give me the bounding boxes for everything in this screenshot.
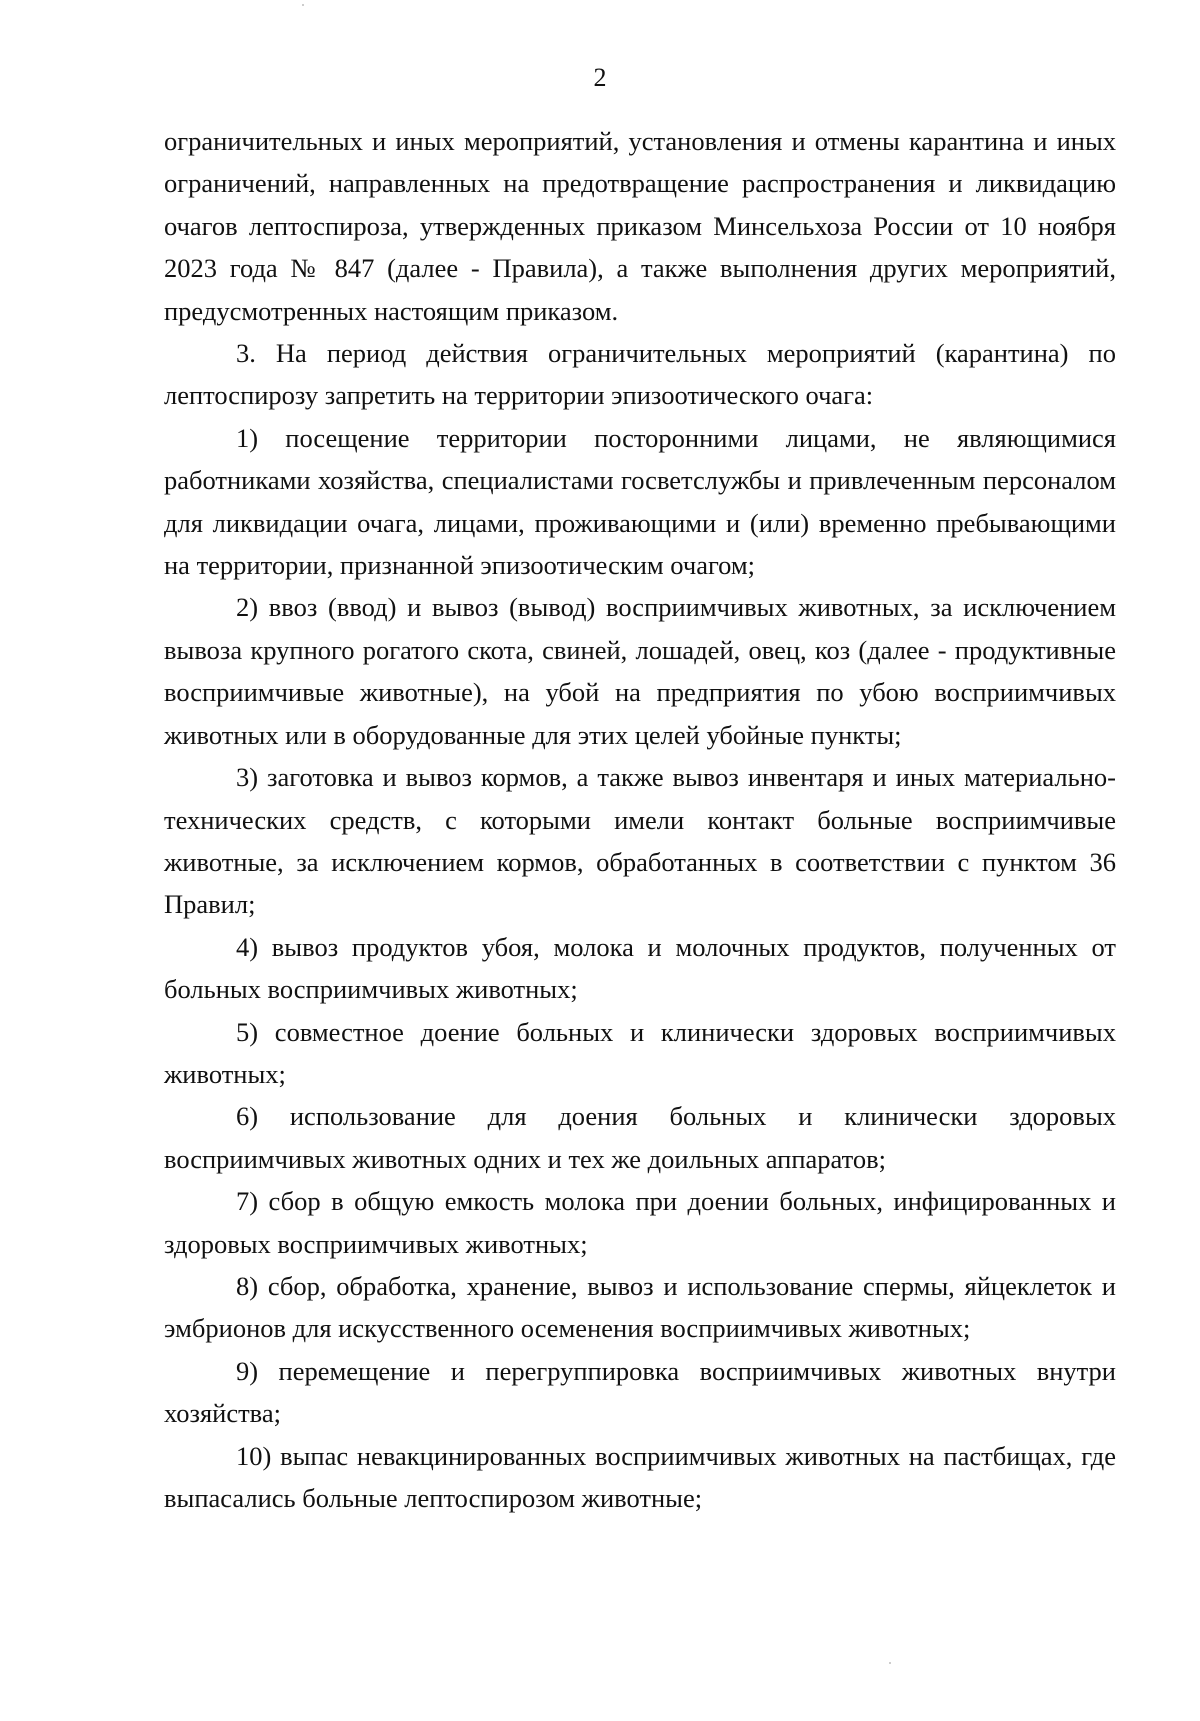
list-item-1: 1) посещение территории посторонними лицами, не являющимися работниками хозяйства, специалистами госветслужбы и привлеченным персоналом для ликвидации очага, лицами, проживающими и (или) временно пребывающими на территории, признанной эпизоотическим очагом; xyxy=(164,422,1116,581)
list-item-5: 5) совместное доение больных и клинически здоровых восприимчивых животных; xyxy=(164,1016,1116,1089)
list-item-6: 6) использование для доения больных и клинически здоровых восприимчивых животных одних и тех же доильных аппаратов; xyxy=(164,1101,1116,1174)
list-item-2: 2) ввоз (ввод) и вывоз (вывод) восприимчивых животных, за исключением вывоза крупного рогатого скота, свиней, лошадей, овец, коз (далее - продуктивные восприимчивые животные), на убой на предприятия по убою восприимчивых животных или в оборудованные для этих целей убойные пункты; xyxy=(164,592,1116,750)
document-body xyxy=(164,120,1116,1519)
paragraph-continuation: ограничительных и иных мероприятий, установления и отмены карантина и иных ограничений, направленных на предотвращение распространения и ликвидацию очагов лептоспироза, утвержденных приказом Минсельхоза России от 10 ноября 2023 года № 847 (далее - Правила), а также выполнения других мероприятий, предусмотренных настоящим приказом. xyxy=(164,126,1116,326)
list-item-7: 7) сбор в общую емкость молока при доении больных, инфицированных и здоровых восприимчивых животных; xyxy=(164,1186,1116,1259)
list-item-8: 8) сбор, обработка, хранение, вывоз и использование спермы, яйцеклеток и эмбрионов для искусственного осеменения восприимчивых животных; xyxy=(164,1270,1116,1344)
scan-speck xyxy=(889,1662,891,1664)
page-number: 2 xyxy=(593,63,607,92)
scan-speck xyxy=(302,4,304,6)
list-item-9: 9) перемещение и перегруппировка восприимчивых животных внутри хозяйства; xyxy=(164,1355,1116,1429)
list-item-10: 10) выпас невакцинированных восприимчивых животных на пастбищах, где выпасались больные лептоспирозом животные; xyxy=(164,1440,1116,1513)
list-item-4: 4) вывоз продуктов убоя, молока и молочных продуктов, полученных от больных восприимчивых животных; xyxy=(164,931,1116,1005)
list-item-3: 3) заготовка и вывоз кормов, а также вывоз инвентаря и иных материально-технических средств, с которыми имели контакт больные восприимчивые животные, за исключением кормов, обработанных в соответствии с пунктом 36 Правил; xyxy=(164,762,1116,920)
paragraph-item-3: 3. На период действия ограничительных мероприятий (карантина) по лептоспирозу запретить на территории эпизоотического очага: xyxy=(164,338,1116,411)
